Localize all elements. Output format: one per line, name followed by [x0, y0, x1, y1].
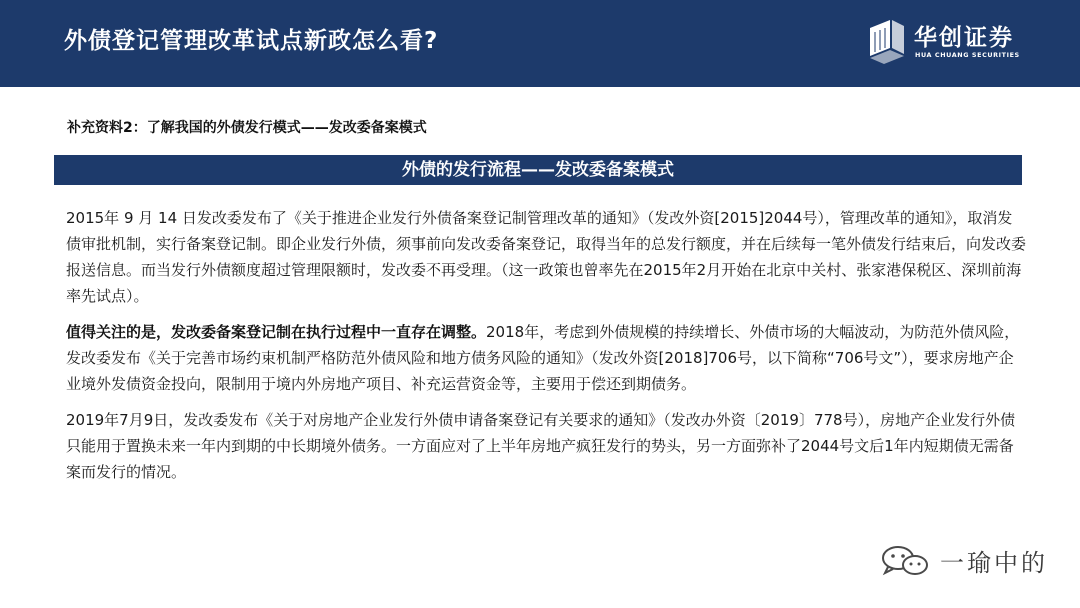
company-logo [864, 18, 1054, 68]
watermark-text: 一瑜中的 [940, 549, 1048, 577]
paragraph-2-highlight: 值得关注的是，发改委备案登记制在执行过程中一直存在调整。 [66, 323, 487, 341]
watermark [880, 543, 1070, 577]
section-banner: 外债的发行流程——发改委备案模式 [54, 155, 1022, 185]
paragraph-2 [66, 319, 1026, 397]
logo-mark-icon [864, 18, 908, 64]
page-title: 外债登记管理改革试点新政怎么看? [64, 28, 439, 54]
logo-text-en: HUA CHUANG SECURITIES [915, 51, 1020, 59]
logo-text-cn: 华创证券 [914, 25, 1014, 51]
body-content [66, 205, 1026, 495]
paragraph-1: 2015年 9 月 14 日发改委发布了《关于推进企业发行外债备案登记制管理改革的通知》（发改外资[2015]2044号），管理改革的通知》，取消发债审批机制，实行备案登记制。即企业发行外债，须事前向发改委备案登记，取得当年的总发行额度，并在后续每一笔外债发行结束后，向发改委报送信息。而当发行外债额度超过管理限额时，发改委不再受理。（这一政策也曾率先在2015年2月开始在北京中关村、张家港保税区、深圳前海率先试点）。 [66, 209, 1027, 305]
paragraph-3: 2019年7月9日，发改委发布《关于对房地产企业发行外债申请备案登记有关要求的通知》（发改办外资〔2019〕778号），房地产企业发行外债只能用于置换未来一年内到期的中长期境外债务。一方面应对了上半年房地产疯狂发行的势头，另一方面弥补了2044号文后1年内短期债无需备案而发行的情况。 [66, 411, 1016, 481]
header-bar [0, 0, 1080, 87]
section-subtitle: 补充资料2：了解我国的外债发行模式——发改委备案模式 [67, 120, 427, 136]
wechat-icon [880, 545, 932, 577]
paragraph-2-text: 2018年，考虑到外债规模的持续增长、外债市场的大幅波动，为防范外债风险，发改委发布《关于完善市场约束机制严格防范外债风险和地方债务风险的通知》（发改外资[2018]706号，以下简称“706号文”），要求房地产企业境外发债资金投向，限制用于境内外房地产项目、补充运营资金等，主要用于偿还到期债务。 [66, 323, 1020, 393]
